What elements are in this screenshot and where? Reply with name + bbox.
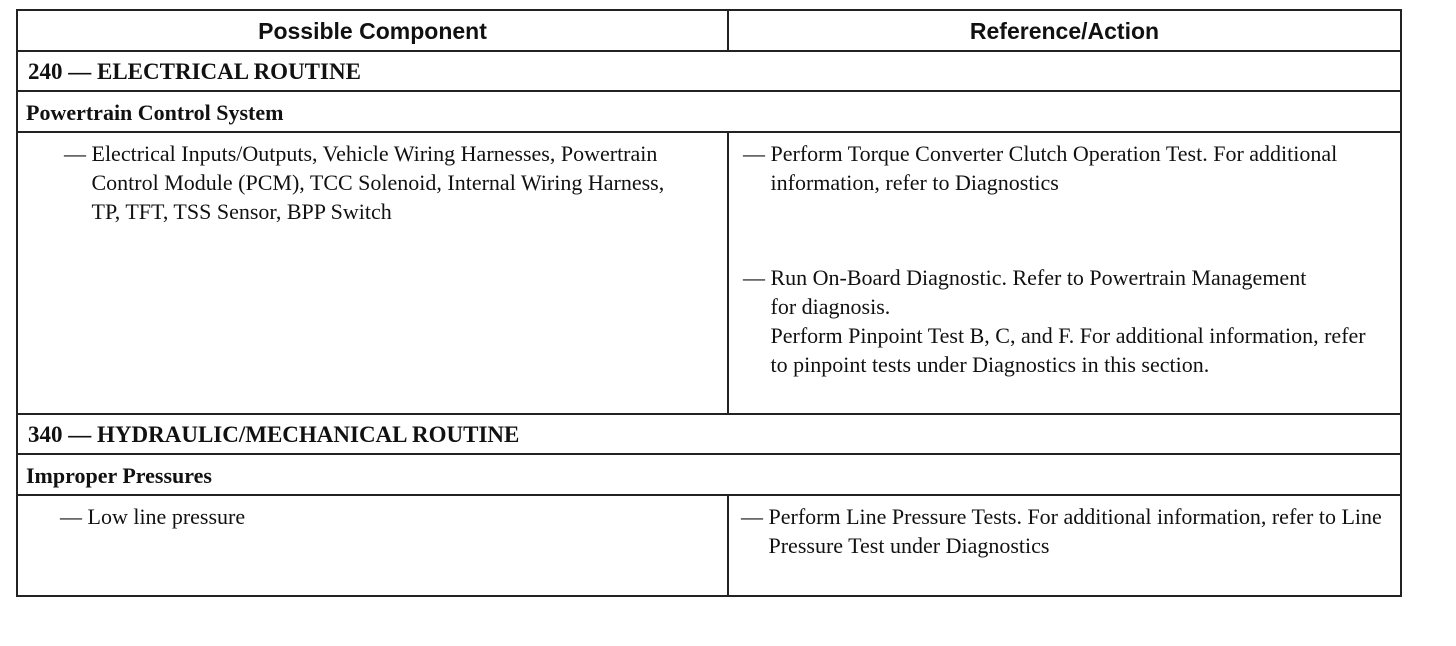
action-text: Perform Line Pressure Tests. For additional information, refer to Line Pressure Test under Diagnostics xyxy=(768,504,1382,558)
routine-heading-electrical: 240 — ELECTRICAL ROUTINE xyxy=(18,52,1400,92)
diagnostic-table xyxy=(16,9,1402,597)
table-row xyxy=(18,496,1400,595)
header-possible-component: Possible Component xyxy=(18,11,729,50)
component-cell xyxy=(18,496,729,595)
bullet-dash: — xyxy=(743,141,765,166)
table-row xyxy=(18,133,1400,415)
component-item xyxy=(60,502,727,531)
group-heading-improper-pressures: Improper Pressures xyxy=(18,455,1400,496)
action-cell xyxy=(729,496,1400,595)
action-item xyxy=(743,139,1400,197)
header-reference-action: Reference/Action xyxy=(969,18,1160,44)
routine-heading-hydraulic: 340 — HYDRAULIC/MECHANICAL ROUTINE xyxy=(18,415,1400,455)
action-text: Perform Torque Converter Clutch Operation Test. For additional information, refer to Diagnostics xyxy=(770,141,1338,195)
component-text: Electrical Inputs/Outputs, Vehicle Wiring Harnesses, Powertrain Control Module (PCM), TCC Solenoid, Internal Wiring Harness, TP, TFT, TSS Sensor, BPP Switch xyxy=(91,141,665,224)
action-text: Run On-Board Diagnostic. Refer to Powertrain Management for diagnosis. xyxy=(770,265,1307,319)
bullet-dash: — xyxy=(60,504,82,529)
action-item xyxy=(743,263,1400,379)
action-cell xyxy=(729,133,1400,413)
bullet-dash: — xyxy=(743,265,765,290)
table-header-row xyxy=(18,11,1400,52)
bullet-dash: — xyxy=(64,141,86,166)
component-text: Low line pressure xyxy=(87,504,246,529)
component-item xyxy=(64,139,727,226)
action-text-continued: Perform Pinpoint Test B, C, and F. For additional information, refer to pinpoint tests under Diagnostics in this section. xyxy=(770,323,1366,377)
action-item xyxy=(741,502,1400,560)
component-cell xyxy=(18,133,729,413)
group-heading-powertrain: Powertrain Control System xyxy=(18,92,1400,133)
bullet-dash: — xyxy=(741,504,763,529)
